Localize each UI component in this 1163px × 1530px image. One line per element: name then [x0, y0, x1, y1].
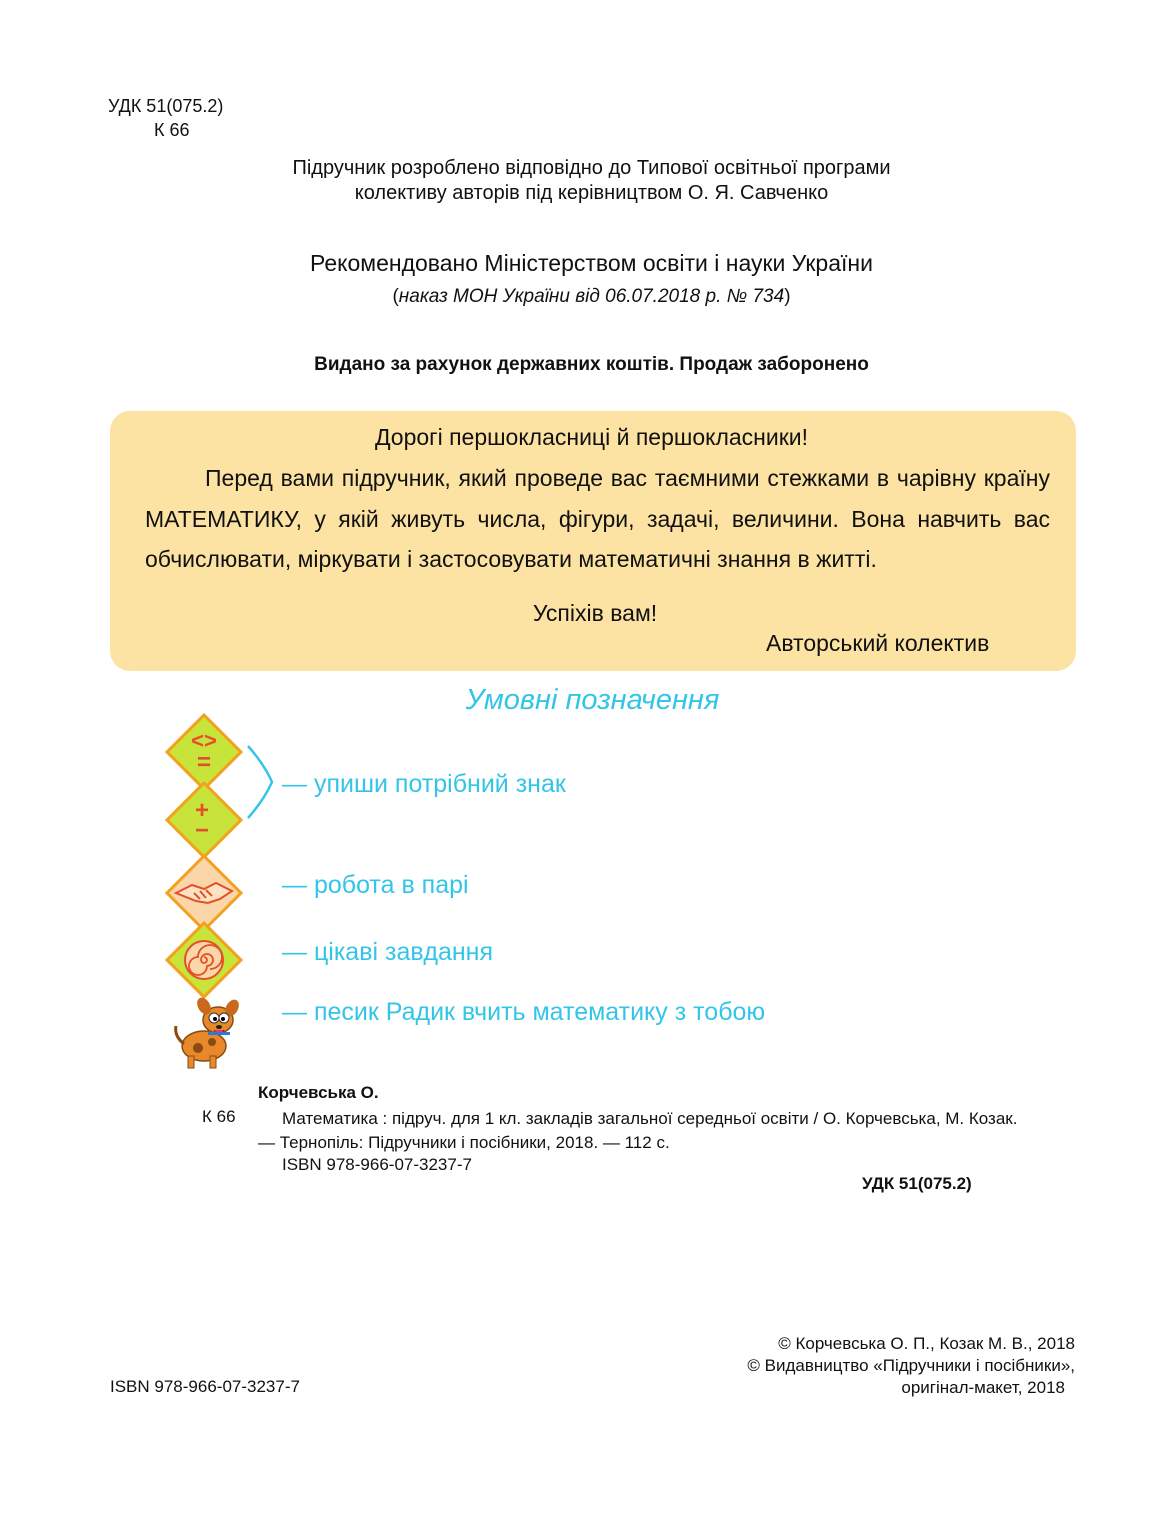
legend-label-sign: — упиши потрібний знак [282, 770, 566, 798]
bib-udk: УДК 51(075.2) [862, 1174, 972, 1193]
copyright-publisher: © Видавництво «Підручники і посібники», [747, 1356, 1075, 1375]
program-note-line1: Підручник розроблено відповідно до Типової освітньої програми [292, 157, 891, 179]
compare-sign-glyph-bottom: = [196, 749, 212, 776]
copyright-authors: © Корчевська О. П., Козак М. В., 2018 [778, 1334, 1075, 1353]
order-close-paren: ) [784, 286, 791, 307]
copyright-layout: оригінал-макет, 2018 [901, 1378, 1065, 1397]
bib-description: Математика : підруч. для 1 кл. закладів загальної середньої освіти / О. Корчевська, М. Козак. — Тернопіль: Підручники і посібники, 2018. — 112 с. [258, 1109, 1018, 1152]
bib-author: Корчевська О. [258, 1083, 379, 1102]
program-note [0, 156, 1163, 206]
isbn-bottom: ISBN 978-966-07-3237-7 [110, 1377, 300, 1396]
order-text: наказ МОН України від 06.07.2018 р. № 734 [398, 286, 785, 307]
spiral-icon [164, 920, 244, 1000]
legend-label-pair-work: — робота в парі [282, 871, 469, 899]
plus-glyph: + [194, 797, 210, 824]
udk-header [108, 94, 223, 142]
greeting-success: Успіхів вам! [532, 600, 658, 626]
legend-label-tasks: — цікаві завдання [282, 938, 493, 966]
plus-minus-icon [164, 780, 244, 860]
ministry-order [0, 286, 1163, 308]
bib-code: К 66 [202, 1107, 236, 1126]
recommended-line: Рекомендовано Міністерством освіти і науки України [310, 250, 873, 276]
bib-isbn: ISBN 978-966-07-3237-7 [282, 1155, 472, 1174]
greeting-body: Перед вами підручник, який проведе вас таємними стежками в чарівну країну МАТЕМАТИКУ, у якій живуть числа, фігури, задачі, величини. Вона навчить вас обчислювати, міркувати і застосовувати математичні знання в житті. [145, 465, 1050, 572]
bracket-icon [244, 742, 284, 822]
program-note-line2: колективу авторів під керівництвом О. Я. Савченко [354, 182, 829, 204]
minus-glyph: − [194, 817, 210, 844]
legend-title: Умовні позначення [465, 684, 720, 716]
order-open-paren: ( [392, 286, 399, 307]
udk-code: УДК 51(075.2) [108, 96, 224, 116]
dog-icon [168, 996, 244, 1072]
greeting-authors: Авторський колектив [766, 630, 990, 656]
legend-label-dog: — песик Радик вчить математику з тобою [282, 998, 766, 1026]
published-note: Видано за рахунок державних коштів. Продаж заборонено [314, 354, 869, 375]
catalog-code: К 66 [154, 120, 190, 140]
greeting-title: Дорогі першокласниці й першокласники! [374, 424, 809, 450]
copyright-block [747, 1333, 1075, 1399]
compare-sign-glyph-top: <> [191, 728, 217, 753]
